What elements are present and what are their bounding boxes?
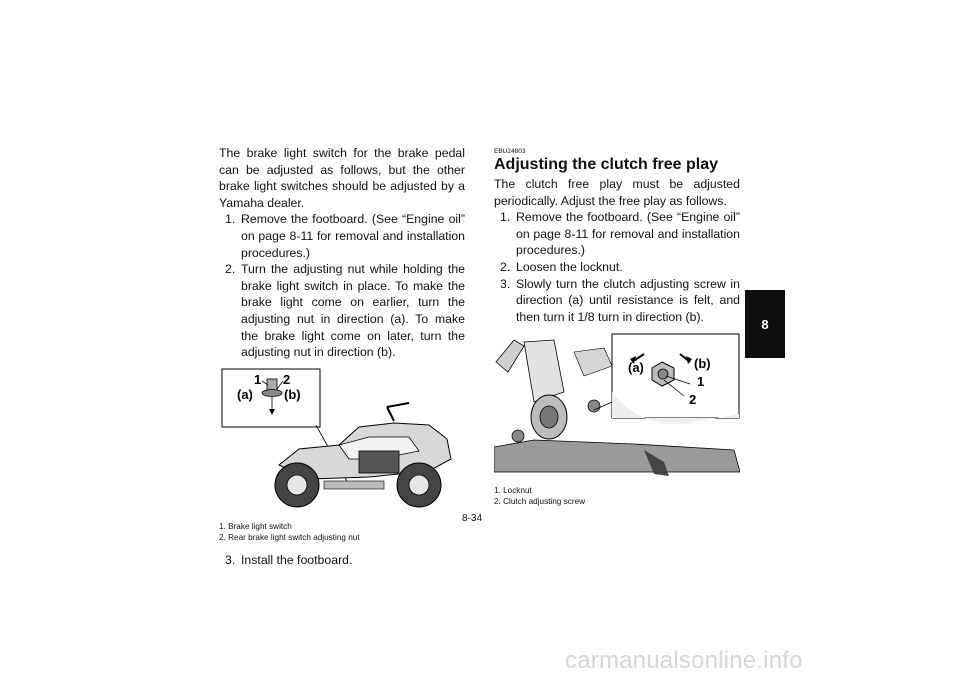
list-item: 2. Turn the adjusting nut while holding the brake light switch in place. To make the brake light come on earlier, turn the adjusting nut in direction (a). To make the brake light come on later, turn the adjusting nut in direction (b). [225, 262, 465, 360]
brake-switch-final-step [219, 552, 465, 569]
clutch-illustration [494, 332, 740, 480]
brake-switch-steps [219, 211, 465, 360]
atv-brake-figure [219, 367, 465, 544]
brake-switch-intro: The brake light switch for the brake pedal can be adjusted as follows, but the other brake light switches should be adjusted by a Yamaha dealer. [219, 146, 465, 210]
list-item: 1. Remove the footboard. (See “Engine oil” on page 8-11 for removal and installation procedures.) [500, 210, 740, 258]
list-item: 1. Remove the footboard. (See “Engine oil” on page 8-11 for removal and installation procedures.) [225, 212, 465, 260]
left-column [219, 145, 465, 569]
label-1: 1 [254, 371, 262, 387]
section-code: EBU24803 [494, 148, 526, 155]
chapter-tab: 8 [745, 290, 785, 358]
atv-illustration [219, 367, 465, 517]
page-number: 8-34 [462, 513, 483, 524]
caption-1: 1. Brake light switch [219, 522, 292, 532]
label-a: (a) [628, 360, 644, 376]
label-2: 2 [283, 371, 291, 387]
list-item: 3. Slowly turn the clutch adjusting screw in direction (a) until resistance is felt, and then turn it 1/8 turn in direction (b). [500, 276, 740, 324]
label-1: 1 [697, 374, 705, 390]
label-b: (b) [694, 356, 711, 372]
right-column [494, 147, 740, 507]
clutch-intro: The clutch free play must be adjusted periodically. Adjust the free play as follows. [494, 177, 740, 208]
label-2: 2 [689, 392, 697, 408]
section-heading: Adjusting the clutch free play [494, 156, 719, 173]
clutch-figure-captions [494, 485, 740, 507]
caption-2: 2. Clutch adjusting screw [494, 496, 586, 506]
watermark: carmanualsonline.info [565, 647, 803, 674]
label-a: (a) [237, 386, 253, 402]
clutch-steps [494, 209, 740, 325]
label-b: (b) [284, 386, 301, 402]
brake-figure-captions [219, 521, 465, 543]
clutch-figure [494, 332, 740, 507]
list-item: 2. Loosen the locknut. [500, 259, 623, 274]
caption-2: 2. Rear brake light switch adjusting nut [219, 533, 360, 543]
caption-1: 1. Locknut [494, 485, 532, 495]
list-item: 3. Install the footboard. [225, 553, 353, 568]
